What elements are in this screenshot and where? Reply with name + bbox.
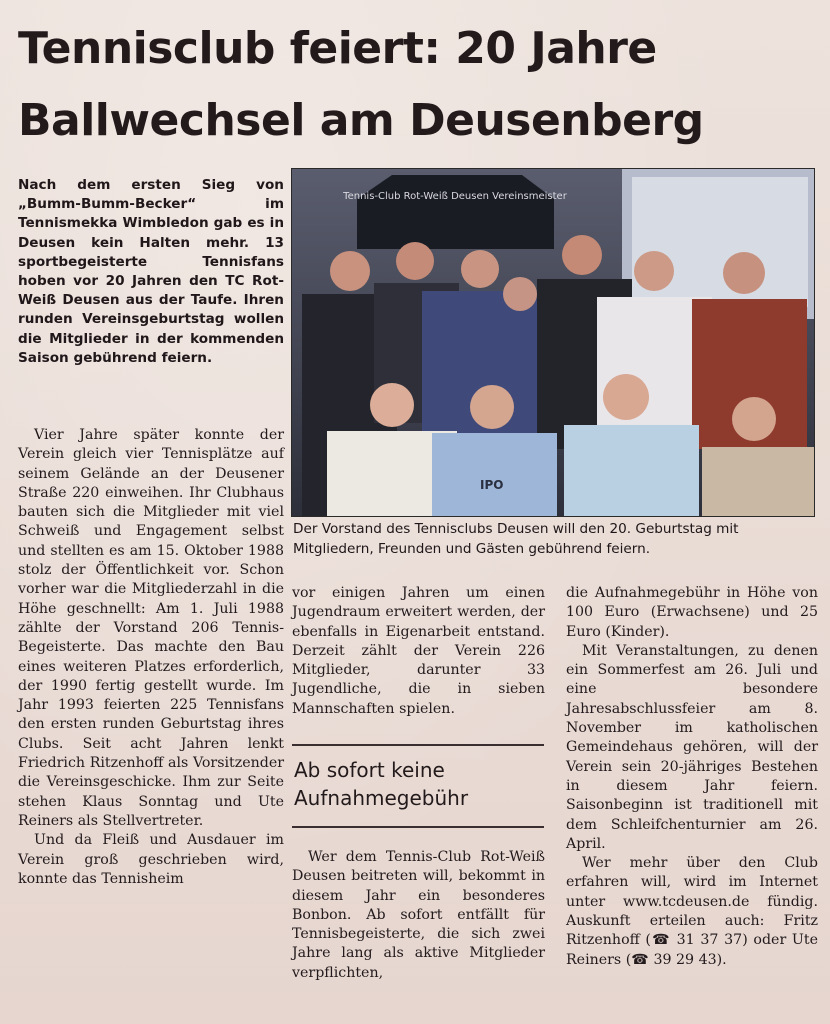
group-photo [291,168,815,517]
column-3-paragraph-2: Mit Veranstaltungen, zu denen ein Sommerfest am 26. Juli und eine besondere Jahresabschlussfeier am 8. November im katholischen Gemeindehaus gehören, will der Verein sein 20-jähriges Bestehen in diesem Jahr feiern. Saisonbeginn ist traditionell mit dem Schleifchenturnier am 26. April. [566,642,818,852]
subhead-rule-bottom [292,826,544,828]
shirt-print: IPO [480,478,504,492]
column-3-paragraph-1: die Aufnahmegebühr in Höhe von 100 Euro (Erwachsene) und 25 Euro (Kinder). [566,585,818,640]
lead-paragraph: Nach dem ersten Sieg von „Bumm-Bumm-Becker“ im Tennismekka Wimbledon gab es in Deusen kein Halten mehr. 13 sportbegeisterte Tennisfans hoben vor 20 Jahren den TC Rot-Weiß Deusen aus der Taufe. Ihren runden Vereinsgeburtstag wollen die Mitglieder in der kommenden Saison gebührend feiern. [18,177,284,366]
article-column-3 [566,584,818,970]
photo-caption: Der Vorstand des Tennisclubs Deusen will den 20. Geburtstag mit Mitgliedern, Freunden und Gästen gebührend feiern. [293,521,739,557]
article-column-2-continued [292,848,545,983]
subhead-rule-top [292,744,544,746]
subheading: Ab sofort keine Aufnahmegebühr [294,758,469,810]
headline-line-1: Tennisclub feiert: 20 Jahre [18,23,657,74]
column-2-paragraph-1: vor einigen Jahren um einen Jugendraum erweitert werden, der ebenfalls in Eigenarbeit entstand. Derzeit zählt der Verein 226 Mitglieder, darunter 33 Jugendliche, die in sieben Mannschaften spielen. [292,585,545,717]
column-3-paragraph-3: Wer mehr über den Club erfahren will, wird im Internet unter www.tcdeusen.de fündig. Auskunft erteilen auch: Fritz Ritzenhoff (☎ 31 37 37) oder Ute Reiners (☎ 39 29 43). [566,855,818,968]
column-1-paragraph-2: Und da Fleiß und Ausdauer im Verein groß geschrieben wird, konnte das Tennisheim [18,832,284,887]
article-column-1 [18,426,284,889]
column-2-paragraph-2: Wer dem Tennis-Club Rot-Weiß Deusen beitreten will, bekommt in diesem Jahr ein besonderes Bonbon. Ab sofort entfällt für Tennisbegeisterte, die sich zwei Jahre lang als aktive Mitglieder verpflichten, [292,849,545,981]
banner-text: Tennis-Club Rot-Weiß Deusen Vereinsmeister [343,191,567,202]
headline-line-2: Ballwechsel am Deusenberg [18,95,704,146]
article-column-2 [292,584,545,719]
column-1-paragraph-1: Vier Jahre später konnte der Verein gleich vier Tennisplätze auf seinem Gelände an der Deusener Straße 220 einweihen. Ihr Clubhaus bauten sich die Mitglieder mit viel Schweiß und Engagement selbst und stellten es am 15. Oktober 1988 stolz der Öffentlichkeit vor. Schon vorher war die Mitgliederzahl in die Höhe geschnellt: Am 1. Juli 1988 zählte der Vorstand 206 Tennis-Begeisterte. Das machte den Bau eines weiteren Platzes erforderlich, der 1990 fertig gestellt wurde. Im Jahr 1993 feierten 225 Tennisfans den ersten runden Geburtstag ihres Clubs. Seit acht Jahren lenkt Friedrich Ritzenhoff als Vorsitzender die Vereinsgeschicke. Ihm zur Seite stehen Klaus Sonntag und Ute Reiners als Stellvertreter. [18,427,284,829]
